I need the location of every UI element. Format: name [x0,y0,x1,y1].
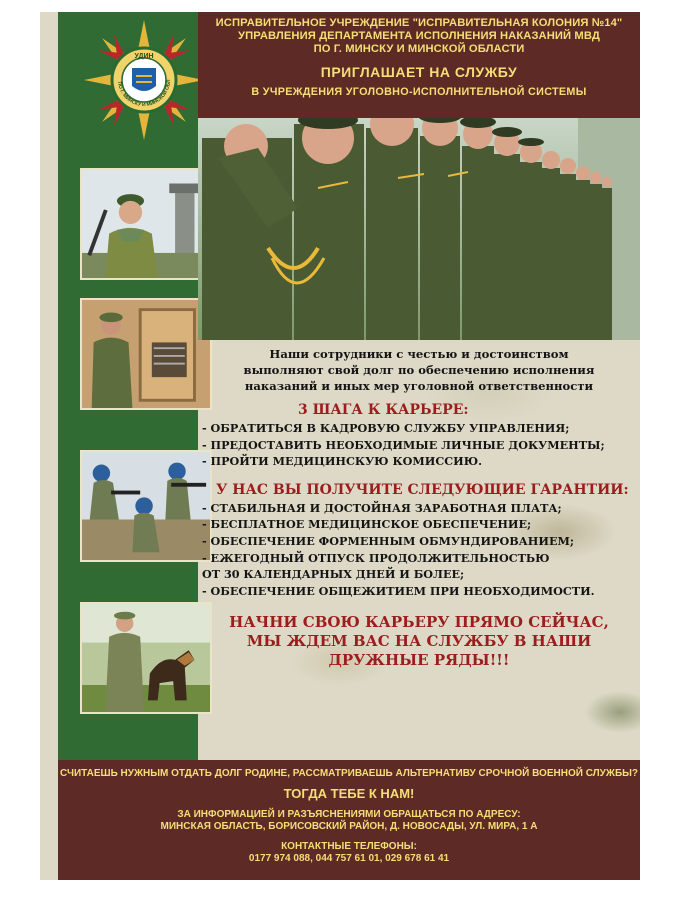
intro-line-1: Наши сотрудники с честью и достоинством [269,347,569,361]
contact-footer [58,760,640,880]
photo-cell-inspection [80,298,212,410]
address-text: МИНСКАЯ ОБЛАСТЬ, БОРИСОВСКИЙ РАЙОН, Д. НОВОСАДЫ, УЛ. МИРА, 1 А [160,821,538,832]
address-label: ЗА ИНФОРМАЦИЕЙ И РАЗЪЯСНЕНИЯМИ ОБРАЩАТЬСЯ ПО АДРЕСУ: [177,809,521,820]
list-item: - ОБЕСПЕЧЕНИЕ ОБЩЕЖИТИЕМ ПРИ НЕОБХОДИМОСТИ. [202,583,595,598]
parade-photo [198,118,640,340]
org-line-2: УПРАВЛЕНИЯ ДЕПАРТАМЕНТА ИСПОЛНЕНИЯ НАКАЗАНИЙ МВД [238,30,600,42]
invite-heading: ПРИГЛАШАЕТ НА СЛУЖБУ [320,64,518,80]
list-item: - СТАБИЛЬНАЯ И ДОСТОЙНАЯ ЗАРАБОТНАЯ ПЛАТА; [202,500,562,515]
organization-name [198,12,640,56]
list-item: ОТ 30 КАЛЕНДАРНЫХ ДНЕЙ И БОЛЕЕ; [202,567,465,582]
photo-dog-handler [80,602,212,714]
footer-question: СЧИТАЕШЬ НУЖНЫМ ОТДАТЬ ДОЛГ РОДИНЕ, РАССМАТРИВАЕШЬ АЛЬТЕРНАТИВУ СРОЧНОЙ ВОЕННОЙ СЛУЖБЫ? [59,768,639,779]
system-subheading: В УЧРЕЖДЕНИЯ УГОЛОВНО-ИСПОЛНИТЕЛЬНОЙ СИСТЕМЫ [251,86,587,98]
photo-special-unit [80,450,212,562]
list-item: - ПРОЙТИ МЕДИЦИНСКУЮ КОМИССИЮ. [202,454,483,469]
body-content [198,346,640,670]
cta-line-3: ДРУЖНЫЕ РЯДЫ!!! [328,651,510,670]
phones-text: 0177 974 088, 044 757 61 01, 029 678 61 41 [248,853,450,864]
list-item: - ПРЕДОСТАВИТЬ НЕОБХОДИМЫЕ ЛИЧНЫЕ ДОКУМЕНТЫ; [202,437,605,452]
recruitment-poster [40,12,640,880]
list-item: - БЕСПЛАТНОЕ МЕДИЦИНСКОЕ ОБЕСПЕЧЕНИЕ; [202,517,532,532]
footer-join-heading: ТОГДА ТЕБЕ К НАМ! [283,786,415,801]
guarantees-list [198,500,640,600]
steps-title: 3 ШАГА К КАРЬЕРЕ: [298,402,469,418]
intro-line-3: наказаний и иных мер уголовной ответственности [244,379,594,393]
intro-line-2: выполняют свой долг по обеспечению исполнения [243,363,595,377]
emblem-top-text: УДИН [134,53,154,60]
photo-guard-tower [80,168,212,280]
list-item: - ОБЕСПЕЧЕНИЕ ФОРМЕННЫМ ОБМУНДИРОВАНИЕМ; [202,533,574,548]
list-item: - ЕЖЕГОДНЫЙ ОТПУСК ПРОДОЛЖИТЕЛЬНОСТЬЮ [202,550,550,565]
list-item: - ОБРАТИТЬСЯ В КАДРОВУЮ СЛУЖБУ УПРАВЛЕНИЯ; [202,421,570,435]
call-to-action [198,613,640,670]
intro-text [198,346,640,394]
poster-header [198,12,640,118]
cta-line-1: НАЧНИ СВОЮ КАРЬЕРУ ПРЯМО СЕЙЧАС, [229,613,609,632]
emblem-ring-text: ПО Г. МИНСКУ И МИНСКОЙ ОБЛ [116,79,173,109]
steps-list [198,420,640,470]
org-line-3: ПО Г. МИНСКУ И МИНСКОЙ ОБЛАСТИ [313,43,525,55]
phones-label: КОНТАКТНЫЕ ТЕЛЕФОНЫ: [281,841,417,852]
left-sidebar [58,12,198,760]
org-line-1: ИСПРАВИТЕЛЬНОЕ УЧРЕЖДЕНИЕ "ИСПРАВИТЕЛЬНАЯ КОЛОНИЯ №14" [215,17,623,29]
department-emblem-icon [82,18,206,142]
cta-line-2: МЫ ЖДЕМ ВАС НА СЛУЖБУ В НАШИ [246,632,592,651]
guarantees-title: У НАС ВЫ ПОЛУЧИТЕ СЛЕДУЮЩИЕ ГАРАНТИИ: [216,481,629,498]
